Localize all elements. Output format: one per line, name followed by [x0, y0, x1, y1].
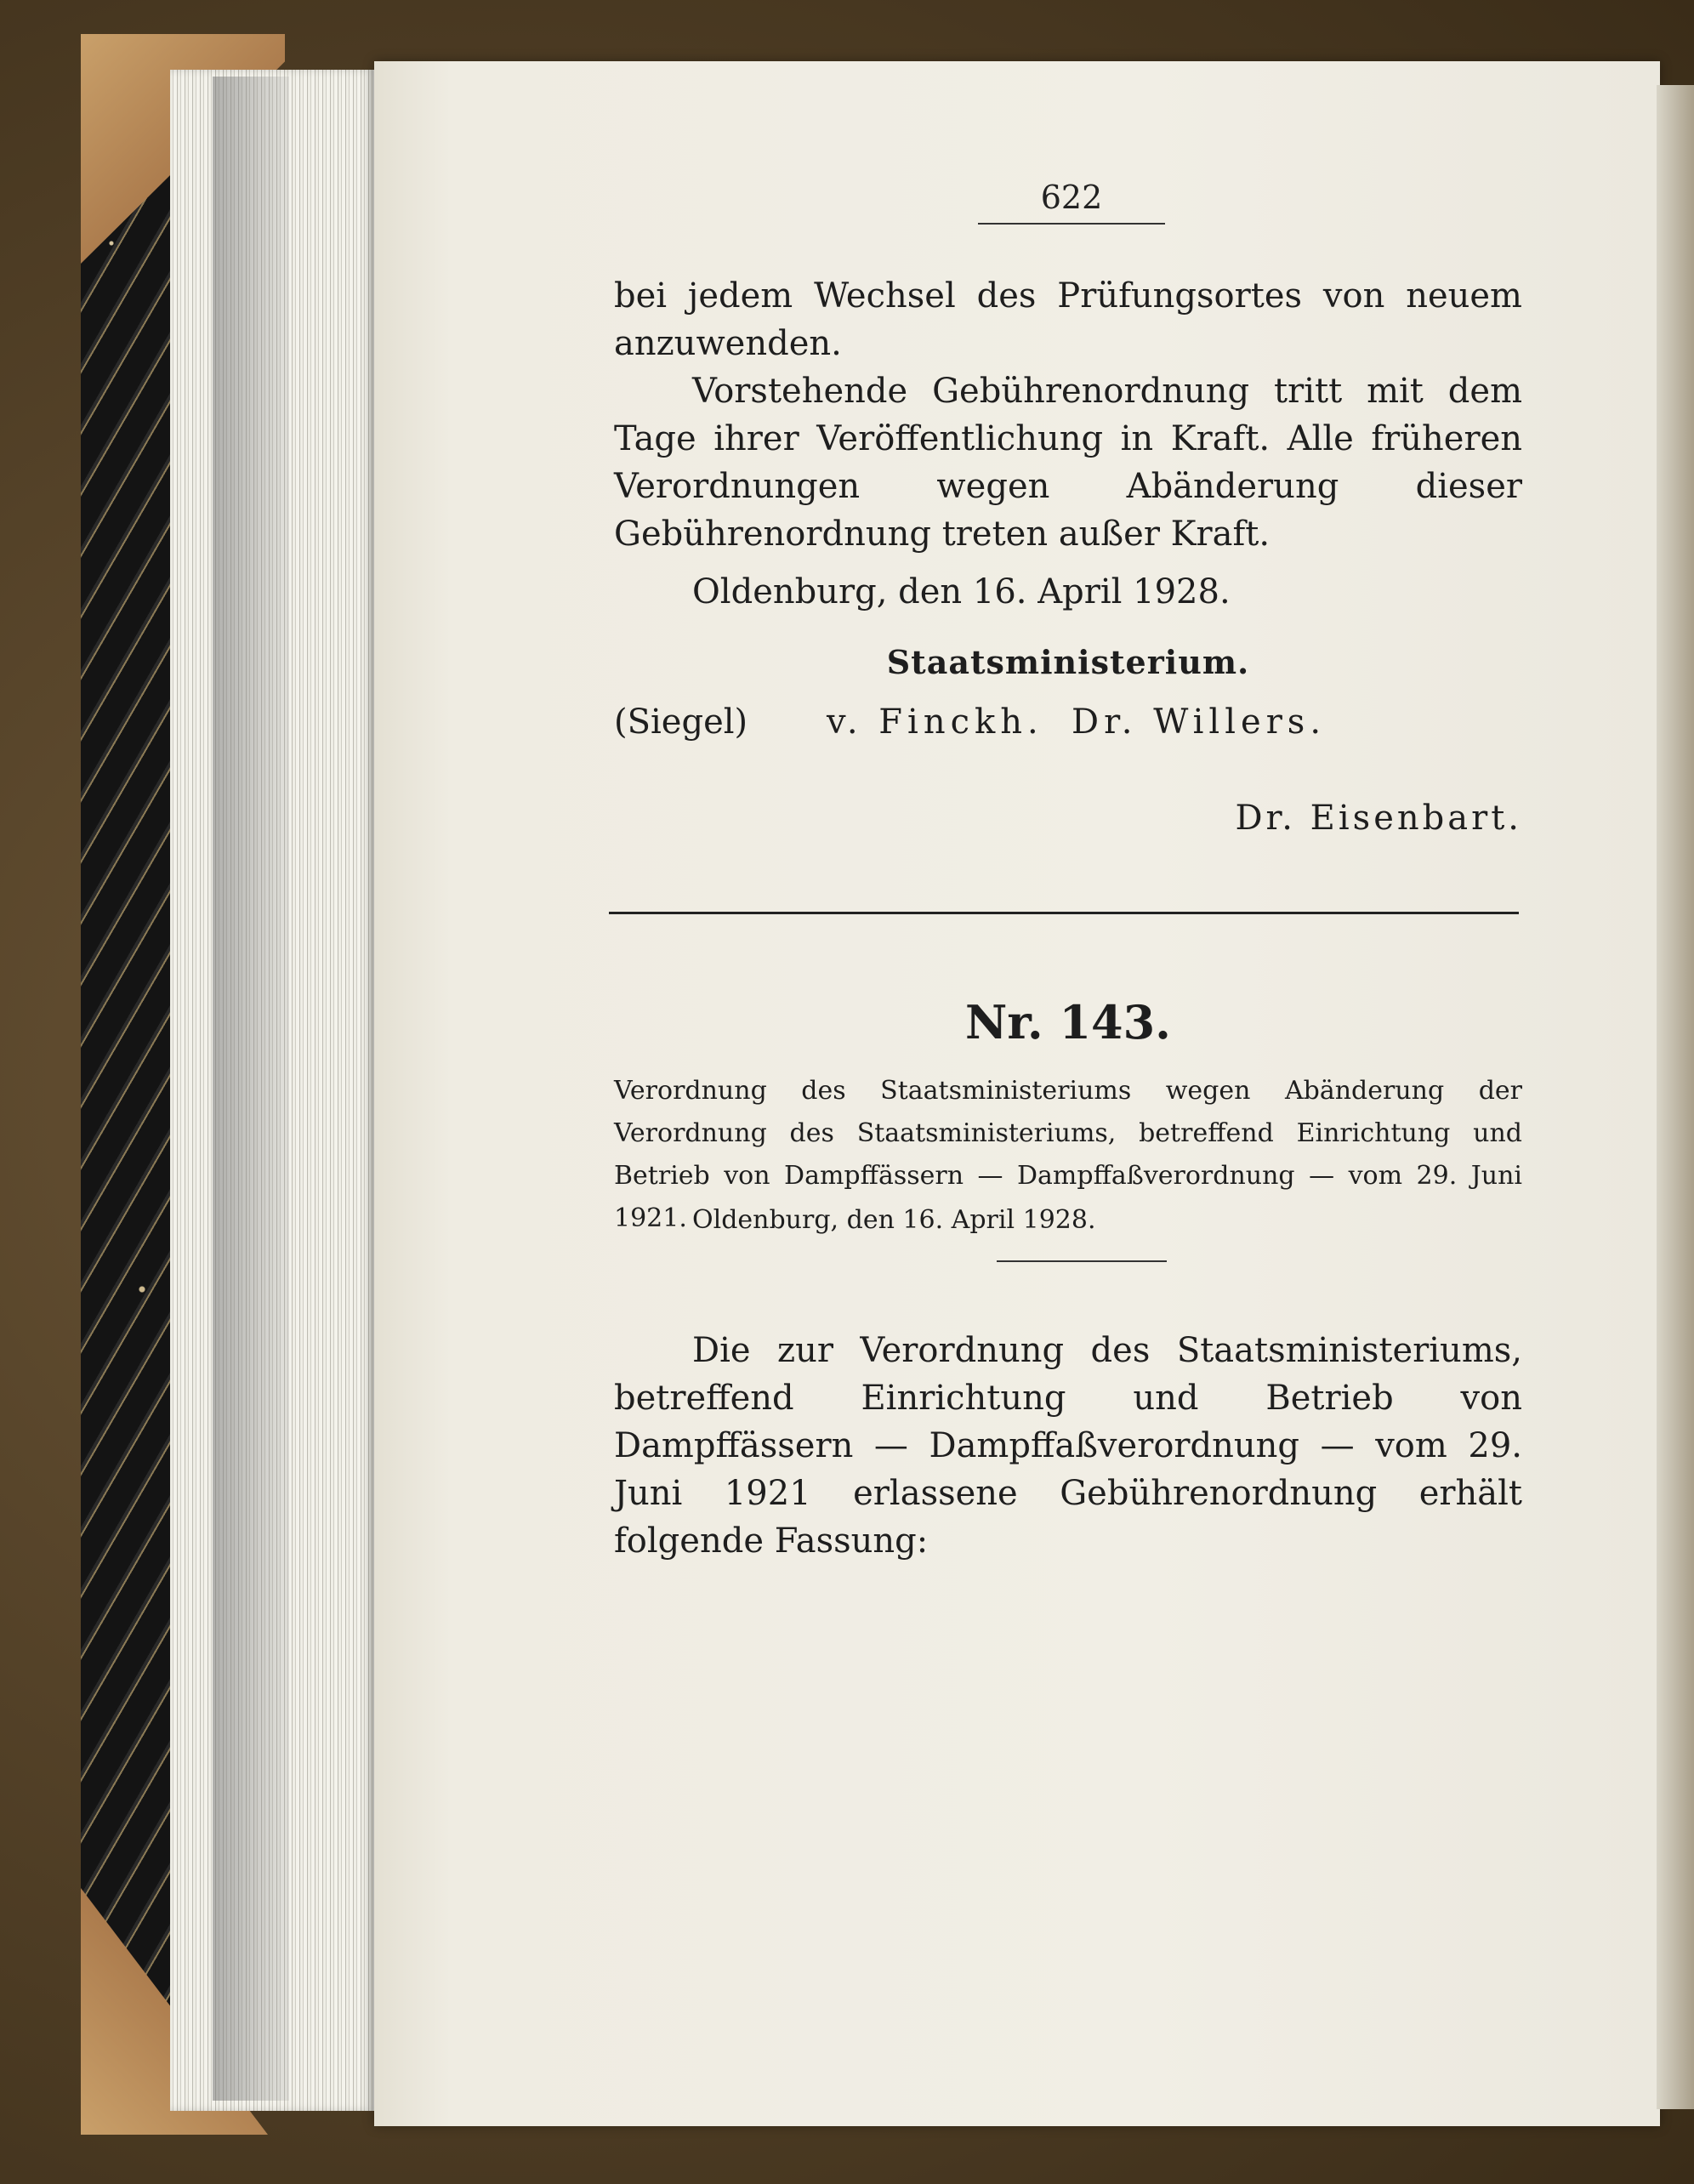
seal-label: (Siegel) [614, 702, 748, 742]
paragraph-effective: Vorstehende Gebührenordnung tritt mit dem Tage ihrer Veröffentlichung in Kraft. Alle früheren Verordnungen wegen Abänderung dieser Gebührenordnung treten außer Kraft. [614, 372, 1522, 554]
page-number-rule [978, 223, 1165, 225]
section-number: Nr. 143. [965, 995, 1171, 1049]
signer-finckh: v. Finckh. [827, 702, 1043, 742]
summary-rule [997, 1260, 1167, 1262]
signer-willers: Dr. Willers. [1072, 702, 1327, 742]
ministry-heading: Staatsministerium. [886, 643, 1250, 681]
section-body: Die zur Verordnung des Staatsministeriums, betreffend Einrichtung und Betrieb von Dampffässern — Dampffaßverordnung — vom 29. Juni 1921 erlassene Gebührenordnung erhält folgende Fassung: [614, 1331, 1522, 1561]
page-right-edge [1657, 85, 1694, 2109]
section-divider [609, 912, 1519, 914]
signer-eisenbart: Dr. Eisenbart. [1235, 799, 1522, 838]
page-number: 622 [1040, 179, 1103, 216]
section-summary: Verordnung des Staatsministeriums wegen Abänderung der Verordnung des Staatsministeriums, betreffend Einrichtung und Betrieb von Dampffässern — Dampffaßverordnung — vom 29. Juni 1921. [614, 1076, 1522, 1233]
place-date: Oldenburg, den 16. April 1928. [692, 572, 1231, 611]
page-edges-shadow [213, 77, 289, 2101]
paragraph-continuation: bei jedem Wechsel des Prüfungsortes von neuem anzuwenden. [614, 276, 1522, 363]
summary-date: Oldenburg, den 16. April 1928. [692, 1205, 1096, 1235]
